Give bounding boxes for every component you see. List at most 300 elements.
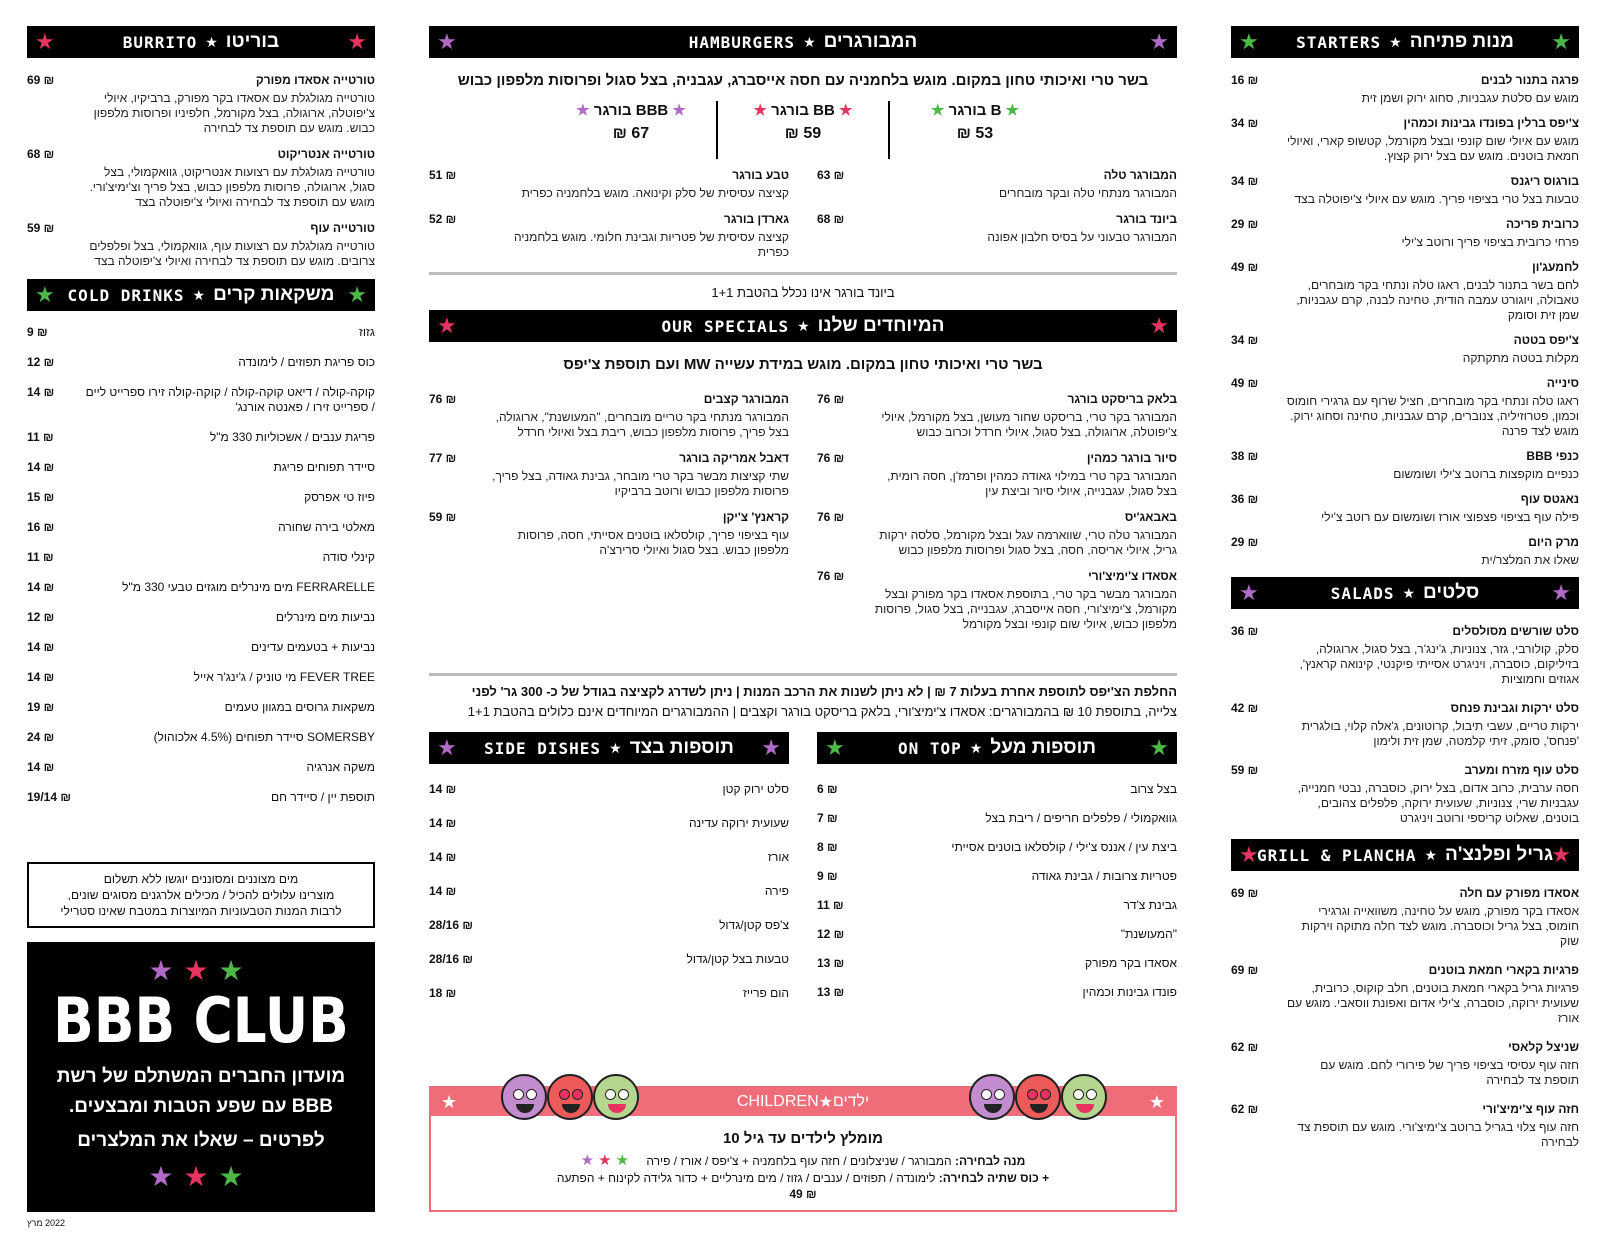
price-row — [429, 884, 789, 899]
size-bbb-price: 67 ₪ — [612, 125, 650, 142]
hamburgers-title-he: המבורגרים — [823, 31, 918, 52]
row-name: סיידר תפוחים פריגת — [273, 460, 375, 474]
smiley-face-icon — [969, 1074, 1015, 1120]
row-price: 14 ₪ — [27, 760, 55, 774]
row-name: FERRARELLE מים מינרלים מוגזים טבעי 330 מ"ל — [122, 580, 375, 594]
allergen-notice — [27, 862, 375, 928]
children-title-he: ילדים — [832, 1093, 870, 1110]
menu-item — [1231, 332, 1579, 366]
club-line2: BBB עם שפע הטבות ומבצעים. — [69, 1096, 333, 1117]
children-title-en: CHILDREN — [736, 1093, 819, 1110]
price-row — [27, 700, 375, 715]
menu-item — [1231, 375, 1579, 439]
menu-item — [817, 167, 1177, 201]
row-name: קינלי סודה — [322, 550, 375, 564]
item-name: כנפי BBB — [1526, 449, 1579, 463]
star-icon: ★ — [1551, 580, 1571, 605]
item-description: ראגו טלה ונתחי בקר מובחרים, חציל שרוף עם גרגירי חומוס וכמון, פטרוזיליה, צנוברים, קרם עגבניות, טחינה וסחוג ירוק. מוגש לצד פרנה — [1286, 394, 1579, 438]
burrito-title-en: BURRITO — [122, 32, 198, 52]
row-price: 19 ₪ — [27, 700, 55, 714]
item-name: המבורגר קצבים — [703, 392, 789, 406]
row-name: נביעות + בטעמים עדינים — [250, 640, 375, 654]
item-price: 29 ₪ — [1231, 535, 1259, 549]
row-name: פירה — [764, 884, 789, 898]
star-icon: ★ — [1149, 313, 1169, 338]
item-description: שתי קציצות מבשר בקר טרי מובחר, גבינת גאודה, בצל פריך, פרוסות מלפפון כבוש ורוטב ברביקיו — [492, 469, 789, 498]
star-separator-icon: ★ — [1424, 846, 1438, 863]
menu-item — [1231, 1039, 1579, 1088]
price-row — [817, 927, 1177, 942]
cold-drinks-list — [27, 325, 375, 805]
salads-title-he: סלטים — [1423, 582, 1480, 603]
item-description: פרגיות גריל בקארי חמאת בוטנים, חלב קוקוס, כרובית, שעועית ירוקה, כוסברה, צ'ילי אדום ואפונת ווסאבי. מוגש עם אורז — [1287, 981, 1579, 1025]
children-price: 49 ₪ — [789, 1187, 817, 1201]
star-icon: ★ — [753, 102, 772, 119]
row-name: SOMERSBY סיידר תפוחים (4.5% אלכוהול) — [153, 730, 375, 744]
grill-header — [1231, 839, 1579, 871]
burger-sizes — [429, 101, 1177, 159]
specials-items-left — [429, 391, 789, 673]
size-bbb — [546, 101, 716, 159]
item-name: לחמעג'ון — [1532, 260, 1579, 274]
item-description: מקלות בטטה מתקתקה — [1462, 351, 1579, 365]
star-separator-icon: ★ — [818, 1094, 833, 1111]
star-icon: ★ — [1149, 735, 1169, 760]
star-icon: ★ — [347, 29, 367, 54]
club-line3: לפרטים – שאלו את המלצרים — [77, 1130, 325, 1151]
children-line2-text: לימונדה / תפוזים / ענבים / גזוז / מים מינרליים + כדור גלידה לקינוח + הפתעה — [556, 1171, 936, 1185]
item-name: שניצל קלאסי — [1508, 1040, 1579, 1054]
row-price: 13 ₪ — [817, 956, 845, 970]
star-icon: ★ — [35, 29, 55, 54]
size-bb — [718, 101, 888, 159]
row-name: גבינת צ'דר — [1123, 898, 1177, 912]
item-description: טבעות בצל טרי בציפוי פריך. מוגש עם איולי צ'יפוטלה בצד — [1294, 192, 1579, 206]
size-b-label: B בורגר — [948, 102, 1002, 119]
item-description: קציצה עסיסית של פטריות וגבינת חלומי. מוגש בלחמניה כפרית — [513, 230, 789, 259]
menu-item — [1231, 534, 1579, 568]
price-row — [817, 898, 1177, 913]
menu-item — [817, 509, 1177, 558]
row-price: 11 ₪ — [27, 430, 54, 444]
item-name: פרגה בתנור לבנים — [1480, 73, 1579, 87]
star-icon: ★ — [1239, 842, 1259, 867]
grill-title-he: גריל ופלנצ'ה — [1445, 844, 1554, 865]
item-description: טורטייה מגולגלת עם רצועות אנטריקוט, גוואקמולי, בצל סגול, ארוגולה, פרוסות מלפפון כבוש, בצל פריך וצ'ימיצ'ורי. מוגש עם תוספת צד לבחירה ואיולי צ'יפוטלה בצד — [89, 165, 375, 209]
item-description: פרחי כרובית בציפוי פריך ורוטב צ'ילי — [1401, 235, 1579, 249]
item-price: 76 ₪ — [817, 569, 845, 583]
item-name: אסאדו מפורק עם חלה — [1459, 886, 1579, 900]
item-name: סלט שורשים מסולסלים — [1452, 624, 1579, 638]
divider — [888, 101, 890, 159]
on-top-header — [817, 732, 1177, 764]
grill-title-en: GRILL & PLANCHA — [1256, 845, 1417, 865]
side-dishes-title-he: תוספות בצד — [629, 737, 734, 758]
row-name: גוואקמולי / פלפלים חריפים / ריבת בצל — [985, 811, 1177, 825]
extras-section — [429, 732, 1177, 1020]
item-description: המבורגר מבשר בקר טרי, בתוספת אסאדו בקר מפורק ובצל מקורמל, צ'ימיצ'ורי, חסה אייסברג, עגבנייה, בצל סגול, פרוסות מלפפון כבוש, איולי שום קונפי ובצל מקורמל — [874, 587, 1177, 631]
star-separator-icon: ★ — [1389, 33, 1402, 50]
row-name: FEVER TREE מי טוניק / ג'ינג'ר אייל — [193, 670, 375, 684]
row-price: 14 ₪ — [429, 816, 457, 830]
star-icon: ★ — [437, 735, 457, 760]
row-price: 14 ₪ — [429, 782, 457, 796]
item-price: 77 ₪ — [429, 451, 457, 465]
notice-line: לרבות המנות הטבעוניות המיוצרות במטבח שאינו סטרילי — [60, 904, 342, 918]
item-description: פילה עוף בציפוי פצפוצי אורז ושומשום עם רוטב צ'ילי — [1321, 510, 1579, 524]
row-name: "המעושנת" — [1120, 927, 1177, 941]
item-description: שאלו את המלצר/ית — [1481, 553, 1579, 567]
item-price: 49 ₪ — [1231, 260, 1259, 274]
item-description: לחם בשר בתנור לבנים, ראגו טלה ונתחי בקר מובחרים, טאבולה, ויוגורט עמבה הודית, טחינה לבנה, קרם עגבניות, שמן זית וסומק — [1296, 278, 1579, 322]
item-name: ביונד בורגר — [1116, 212, 1177, 226]
hamburgers-items-left — [429, 167, 789, 270]
item-price: 76 ₪ — [817, 510, 845, 524]
item-price: 59 ₪ — [429, 510, 457, 524]
menu-item — [1231, 115, 1579, 164]
burrito-list — [27, 72, 375, 269]
item-name: חזה עוף צ'ימיצ'ורי — [1482, 1102, 1579, 1116]
price-row — [429, 986, 789, 1001]
salads-list — [1231, 623, 1579, 826]
row-price: 12 ₪ — [27, 610, 55, 624]
star-icon: ★ — [1001, 102, 1020, 119]
bbb-club-promo — [27, 942, 375, 1212]
children-body — [431, 1130, 1175, 1201]
children-line1 — [431, 1151, 1175, 1169]
specials-title-en: OUR SPECIALS — [661, 316, 790, 336]
item-price: 52 ₪ — [429, 212, 457, 226]
tongue-face-icon — [593, 1074, 639, 1120]
item-name: סלט עוף מזרח ומערב — [1464, 763, 1579, 777]
row-price: 14 ₪ — [27, 640, 55, 654]
item-price: 34 ₪ — [1231, 116, 1259, 130]
price-row — [27, 355, 375, 370]
cold-drinks-title-he: משקאות קרים — [213, 284, 335, 305]
item-description: המבורגר טבעוני על בסיס חלבון אפונה — [987, 230, 1177, 244]
star-separator-icon: ★ — [797, 317, 810, 334]
row-price: 28/16 ₪ — [429, 952, 473, 966]
item-name: סינייה — [1546, 376, 1579, 390]
item-price: 69 ₪ — [27, 73, 55, 87]
item-name: אסאדו צ'ימיצ'ורי — [1088, 569, 1177, 583]
club-line1: מועדון החברים המשתלם של רשת — [56, 1066, 346, 1087]
item-name: טורטייה אנטריקוט — [277, 147, 375, 161]
star-icon: ★ — [441, 1091, 458, 1112]
item-description: המבורגר מנתחי טלה ובקר מובחרים — [999, 186, 1177, 200]
stars-icon: ★★★ — [148, 955, 254, 986]
grill-list — [1231, 885, 1579, 1150]
menu-item — [1231, 762, 1579, 826]
size-b-price: 53 ₪ — [956, 125, 994, 142]
item-name: גארדן בורגר — [723, 212, 789, 226]
menu-item — [817, 391, 1177, 440]
item-description: קציצה עסיסית של סלק וקינואה. מוגש בלחמניה כפרית — [521, 186, 789, 200]
specials-notes — [429, 682, 1177, 722]
row-price: 15 ₪ — [27, 490, 55, 504]
row-name: אורז — [767, 850, 789, 864]
item-price: 36 ₪ — [1231, 624, 1259, 638]
smiley-face-icon — [501, 1074, 547, 1120]
item-name: פרגיות בקארי חמאת בוטנים — [1428, 963, 1579, 977]
row-name: פונדו גבינות וכמהין — [1082, 985, 1177, 999]
item-price: 29 ₪ — [1231, 217, 1259, 231]
menu-item — [1231, 1101, 1579, 1150]
item-name: כרובית פריכה — [1505, 217, 1579, 231]
star-icon: ★ — [437, 29, 457, 54]
row-name: ביצת עין / אננס צ'ילי / קולסלאו בוטנים אסייתי — [951, 840, 1177, 854]
menu-item — [429, 450, 789, 499]
hamburgers-title-en: HAMBURGERS — [688, 32, 796, 52]
children-line2 — [431, 1171, 1175, 1185]
item-description: סלק, קולורבי, גזר, צנוניות, ג'ינג'ר, בצל סגול, ארוגולה, בזיליקום, כוסברה, ויניגרט אסייתי פיקנטי, קינואה קראנץ', אגוזים וחמוציות — [1299, 642, 1579, 686]
item-name: באבאג'יס — [1124, 510, 1177, 524]
star-icon: ★ — [668, 102, 686, 119]
item-price: 34 ₪ — [1231, 333, 1259, 347]
row-name: פיוז טי אפרסק — [304, 490, 375, 504]
star-icon: ★ — [35, 282, 55, 307]
menu-item — [1231, 72, 1579, 106]
item-name: המבורגר טלה — [1103, 168, 1177, 182]
menu-item — [1231, 448, 1579, 482]
children-line1-text: המבורגר / שניצלונים / חזה עוף בלחמניה + צ'יפס / אורז / פירה — [646, 1154, 952, 1168]
side-dishes-list — [429, 782, 789, 1001]
row-price: 11 ₪ — [817, 898, 844, 912]
price-row — [27, 325, 375, 340]
star-separator-icon: ★ — [1402, 584, 1416, 601]
item-description: עוף בציפוי פריך, קולסלאו בוטנים אסייתי, חסה, פרוסות מלפפון כבוש. בצל סגול ואיולי סרירצ'ה — [517, 528, 789, 557]
club-title: BBB CLUB — [53, 984, 349, 1057]
row-name: בצל צרוב — [1130, 782, 1177, 796]
star-separator-icon: ★ — [609, 739, 622, 756]
row-name: טבעות בצל קטן/גדול — [686, 952, 789, 966]
item-description: המבורגר מנתחי בקר טריים מובחרים, "המעושנת", ארוגולה, בצל פריך, פרוסות מלפפון כבוש, ריבת בצל ואיולי חרדל — [495, 410, 789, 439]
row-name: כוס פריגת תפוזים / לימונדה — [238, 355, 375, 369]
menu-item — [1231, 885, 1579, 949]
specials-note-line2: צלייה, בתוספת 10 ₪ בהמבורגרים: אסאדו צ'ימיצ'ורי, בלאק בריסקט בורגר וקצבים | ההמבורגרים המיוחדים אינם כלולים בהטבת 1+1 — [467, 704, 1177, 719]
price-row — [27, 760, 375, 775]
notice-line: מוצרינו עלולים להכיל / מכילים אלרגנים מסוגים שונים, — [67, 888, 335, 902]
item-price: 59 ₪ — [1231, 763, 1259, 777]
starters-list — [1231, 72, 1579, 568]
hamburgers-items — [429, 167, 1177, 270]
menu-item — [1231, 623, 1579, 687]
item-name: נאגטס עוף — [1520, 492, 1579, 506]
item-name: צ'יפס בטטה — [1513, 333, 1579, 347]
row-price: 7 ₪ — [817, 811, 838, 825]
burrito-header — [27, 26, 375, 58]
star-icon: ★ — [761, 735, 781, 760]
row-price: 18 ₪ — [429, 986, 457, 1000]
row-price: 13 ₪ — [817, 985, 845, 999]
item-name: סלט ירקות וגבינת פנחס — [1450, 701, 1579, 715]
menu-item — [429, 391, 789, 440]
item-name: דאבל אמריקה בורגר — [679, 451, 789, 465]
price-row — [27, 730, 375, 745]
row-price: 14 ₪ — [27, 670, 55, 684]
menu-item — [1231, 700, 1579, 749]
side-dishes-title-en: SIDE DISHES — [484, 738, 602, 758]
row-name: נביעות מים מינרלים — [275, 610, 375, 624]
on-top-list — [817, 782, 1177, 1000]
star-icon: ★ — [1148, 1091, 1165, 1112]
item-price: 16 ₪ — [1231, 73, 1259, 87]
specials-items-right — [817, 391, 1177, 673]
star-separator-icon: ★ — [205, 33, 218, 50]
item-price: 69 ₪ — [1231, 886, 1259, 900]
row-name: סלט ירוק קטן — [722, 782, 789, 796]
menu-item — [817, 450, 1177, 499]
menu-item — [429, 211, 789, 260]
row-price: 14 ₪ — [27, 580, 55, 594]
item-name: בלאק בריסקט בורגר — [1067, 392, 1177, 406]
item-price: 51 ₪ — [429, 168, 457, 182]
tongue-face-icon — [1061, 1074, 1107, 1120]
stars-icon: ★★★ — [148, 1161, 254, 1192]
row-name: גזוז — [359, 325, 375, 339]
cold-drinks-title-en: COLD DRINKS — [67, 285, 185, 305]
price-row — [27, 520, 375, 535]
size-bb-price: 59 ₪ — [784, 125, 822, 142]
item-description: כנפיים מוקפצות ברוטב צ'ילי ושומשום — [1393, 467, 1579, 481]
price-row — [27, 640, 375, 655]
menu-item — [1231, 216, 1579, 250]
price-row — [27, 460, 375, 475]
salads-title-en: SALADS — [1330, 583, 1395, 603]
side-dishes-section — [429, 732, 789, 1020]
price-row — [27, 580, 375, 595]
menu-item — [27, 220, 375, 269]
item-price: 38 ₪ — [1231, 449, 1259, 463]
item-name: טורטייה עוף — [310, 221, 375, 235]
row-name: פטריות צרובות / גבינת גאודה — [1031, 869, 1177, 883]
item-price: 68 ₪ — [817, 212, 845, 226]
item-name: טורטייה אסאדו מפורק — [255, 73, 375, 87]
heart-eyes-face-icon — [1015, 1074, 1061, 1120]
row-price: 6 ₪ — [817, 782, 838, 796]
price-row — [27, 790, 375, 805]
price-row — [817, 840, 1177, 855]
row-price: 28/16 ₪ — [429, 918, 473, 932]
star-icon: ★ — [1239, 580, 1259, 605]
price-row — [817, 869, 1177, 884]
item-price: 62 ₪ — [1231, 1102, 1259, 1116]
divider — [716, 101, 718, 159]
menu-item — [27, 72, 375, 136]
specials-header — [429, 310, 1177, 342]
left-column — [27, 26, 375, 820]
item-price: 49 ₪ — [1231, 376, 1259, 390]
row-name: צ'פס קטן/גדול — [719, 918, 789, 932]
item-price: 68 ₪ — [27, 147, 55, 161]
divider — [429, 272, 1177, 275]
item-price: 69 ₪ — [1231, 963, 1259, 977]
star-icon: ★ — [347, 282, 367, 307]
star-icon: ★ — [1551, 29, 1571, 54]
row-price: 14 ₪ — [27, 460, 55, 474]
beyond-note: ביונד בורגר אינו נכלל בהטבת 1+1 — [711, 285, 895, 300]
row-price: 8 ₪ — [817, 840, 838, 854]
menu-item — [817, 568, 1177, 632]
starters-title-he: מנות פתיחה — [1409, 31, 1514, 52]
price-row — [817, 782, 1177, 797]
price-row — [429, 782, 789, 797]
item-description: חזה עוף עסיסי בציפוי פריך של פירורי לחם. מוגש עם תוספת צד לבחירה — [1320, 1058, 1579, 1087]
row-name: שעועית ירוקה עדינה — [688, 816, 789, 830]
menu-item — [1231, 173, 1579, 207]
item-description: חזה עוף צלוי בגריל ברוטב צ'ימיצ'ורי. מוגש עם תוספת צד לבחירה — [1297, 1120, 1579, 1149]
price-row — [27, 490, 375, 505]
price-row — [429, 952, 789, 967]
item-description: מוגש עם סלטת עגבניות, סחוג ירוק ושמן זית — [1361, 91, 1579, 105]
on-top-title-he: תוספות מעל — [990, 737, 1097, 758]
item-name: קראנץ' צ'יקן — [722, 510, 789, 524]
specials-items — [429, 391, 1177, 673]
row-price: 9 ₪ — [27, 325, 48, 339]
hamburgers-intro: בשר טרי ואיכותי טחון במקום. מוגש בלחמניה עם חסה אייסברג, עגבניה, בצל סגול ופרוסות מלפפון כבוש — [457, 72, 1149, 89]
item-description: המבורגר בקר טרי, בריסקט שחור מעושן, בצל מקורמל, איולי צ'יפוטלה, ארוגולה, בצל סגול, איולי חרדל וכרוב כבוש — [881, 410, 1177, 439]
children-line1-label: מנה לבחירה: — [955, 1154, 1026, 1168]
star-icon: ★ — [576, 102, 594, 119]
notice-line: מים מצוננים ומסוננים יוגשו ללא תשלום — [103, 872, 299, 886]
stars-icon: ★★★ — [580, 1152, 634, 1169]
price-row — [817, 985, 1177, 1000]
row-price: 14 ₪ — [429, 850, 457, 864]
on-top-title-en: ON TOP — [897, 738, 962, 758]
size-b — [890, 101, 1060, 159]
menu-item — [1231, 962, 1579, 1026]
row-name: אסאדו בקר מפורק — [1085, 956, 1177, 970]
price-row — [27, 550, 375, 565]
burrito-title-he: בוריטו — [225, 31, 280, 52]
children-section — [429, 1086, 1177, 1212]
hamburgers-header — [429, 26, 1177, 58]
row-price: 19/14 ₪ — [27, 790, 71, 804]
price-row — [27, 670, 375, 685]
row-price: 12 ₪ — [817, 927, 845, 941]
item-name: טבע בורגר — [732, 168, 789, 182]
star-icon: ★ — [1551, 842, 1571, 867]
row-name: פריגת ענבים / אשכוליות 330 מ"ל — [209, 430, 375, 444]
children-line2-label: + כוס שתיה לבחירה: — [938, 1171, 1050, 1185]
star-icon: ★ — [834, 102, 853, 119]
item-description: טורטייה מגולגלת עם אסאדו בקר מפורק, ברביקיו, איולי צ'יפוטלה, ארוגולה, בצל מקורמל, חלפיניו ופרוסות מלפפון כבוש. מוגש עם תוספת צד לבחירה — [93, 91, 375, 135]
menu-item — [817, 211, 1177, 245]
item-description: ירקות טריים, עשבי תיבול, קרוטונים, ג'אלה קלוי, בולגרית 'פנחס', סומק, זיתי קלמטה, שמן זית ולימון — [1301, 719, 1579, 748]
starters-title-en: STARTERS — [1296, 32, 1382, 52]
item-price: 34 ₪ — [1231, 174, 1259, 188]
row-price: 11 ₪ — [27, 550, 54, 564]
row-price: 16 ₪ — [27, 520, 55, 534]
heart-eyes-face-icon — [547, 1074, 593, 1120]
specials-intro: בשר טרי ואיכותי טחון במקום. מוגש במידת עשייה MW ועם תוספת צ'יפס — [563, 356, 1043, 373]
menu-item — [1231, 491, 1579, 525]
specials-note-line1: החלפת הצ'יפס לתוספת אחרת בעלות 7 ₪ | לא ניתן לשנות את הרכב המנות | ניתן לשדרג לקציצה בגודל של כ- 300 גר' לפני — [471, 684, 1177, 699]
on-top-section — [817, 732, 1177, 1020]
hamburgers-items-right — [817, 167, 1177, 270]
menu-item — [429, 509, 789, 558]
item-price: 59 ₪ — [27, 221, 55, 235]
item-price: 42 ₪ — [1231, 701, 1259, 715]
menu-item — [429, 167, 789, 201]
item-description: אסאדו בקר מפורק, מוגש על טחינה, משוואייה וגרגירי חומוס, בצל גריל וכוסברה. מוגש לצד חלה מתוקה וירקות שוק — [1301, 904, 1579, 948]
price-row — [27, 610, 375, 625]
item-description: טורטייה מגולגלת עם רצועות עוף, גוואקמולי, בצל ופלפלים צרובים. מוגש עם תוספת צד לבחירה ואיולי צ'יפוטלה בצד — [89, 239, 375, 268]
star-icon: ★ — [825, 735, 845, 760]
star-separator-icon: ★ — [192, 286, 206, 303]
item-price: 36 ₪ — [1231, 492, 1259, 506]
row-name: תוספת יין / סיידר חם — [271, 790, 375, 804]
